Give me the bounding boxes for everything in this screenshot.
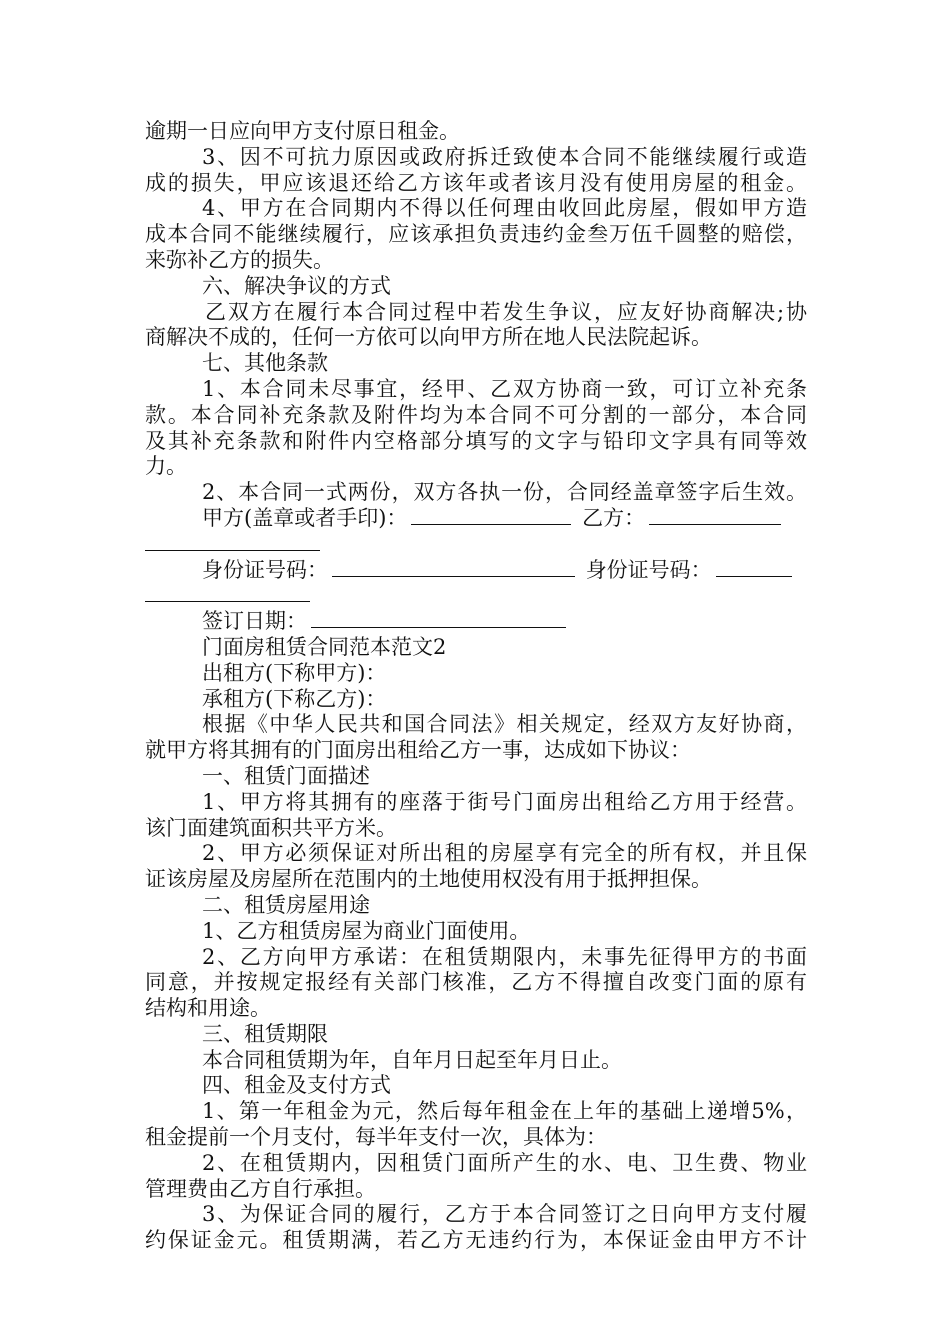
text-line: 2、本合同一式两份，双方各执一份，合同经盖章签字后生效。 <box>202 480 807 505</box>
text-line: 商解决不成的，任何一方依可以向甲方所在地人民法院起诉。 <box>145 325 712 350</box>
text-line: 4、甲方在合同期内不得以任何理由收回此房屋，假如甲方造 <box>202 196 807 221</box>
signature-blank-row <box>145 583 807 609</box>
id-a-blank <box>332 558 575 577</box>
text-line: 成本合同不能继续履行，应该承担负责违约金叁万伍千圆整的赔偿， <box>145 222 807 247</box>
date-blank <box>311 609 566 628</box>
text-line: 该门面建筑面积共平方米。 <box>145 815 397 840</box>
text-line: 及其补充条款和附件内空格部分填写的文字与铅印文字具有同等效 <box>145 428 807 453</box>
id-b-blank-cont <box>145 583 310 602</box>
text-line: 出租方(下称甲方)： <box>202 660 387 685</box>
text-line: 款。本合同补充条款及附件均为本合同不可分割的一部分，本合同 <box>145 402 807 427</box>
text-line: 证该房屋及房屋所在范围内的土地使用权没有用于抵押担保。 <box>145 867 712 892</box>
text-line: 成的损失，甲应该退还给乙方该年或者该月没有使用房屋的租金。 <box>145 170 807 195</box>
text-line: 租金提前一个月支付，每半年支付一次，具体为： <box>145 1125 607 1150</box>
section-heading: 六、解决争议的方式 <box>202 273 391 298</box>
text-line: 逾期一日应向甲方支付原日租金。 <box>145 119 460 143</box>
text-line: 2、在租赁期内，因租赁门面所产生的水、电、卫生费、物业 <box>202 1150 807 1175</box>
text-line: 力。 <box>145 454 187 479</box>
text-line: 约保证金元。租赁期满，若乙方无违约行为，本保证金由甲方不计 <box>145 1228 807 1253</box>
date-label: 签订日期： <box>202 609 307 634</box>
party-b-label: 乙方： <box>582 505 646 530</box>
text-line: 本合同租赁期为年，自年月日起至年月日止。 <box>202 1047 622 1072</box>
text-line: 承租方(下称乙方)： <box>202 686 387 711</box>
document-body <box>145 119 807 1254</box>
text-line: 就甲方将其拥有的门面房出租给乙方一事，达成如下协议： <box>145 738 691 763</box>
party-b-blank-cont <box>145 532 320 551</box>
text-line: 乙双方在履行本合同过程中若发生争议，应友好协商解决;协 <box>205 299 807 324</box>
signature-line-ids <box>145 558 807 584</box>
id-label-b: 身份证号码： <box>585 557 712 582</box>
section-heading: 四、租金及支付方式 <box>202 1073 391 1098</box>
section-heading: 一、租赁门面描述 <box>202 763 370 788</box>
signature-line-date <box>145 609 807 635</box>
party-a-blank <box>411 506 571 525</box>
text-line: 1、乙方租赁房屋为商业门面使用。 <box>202 918 531 943</box>
text-line: 3、因不可抗力原因或政府拆迁致使本合同不能继续履行或造 <box>202 144 807 169</box>
text-line: 1、第一年租金为元，然后每年租金在上年的基础上递增5%， <box>202 1099 807 1124</box>
party-b-blank <box>649 506 781 525</box>
text-line: 1、本合同未尽事宜，经甲、乙双方协商一致，可订立补充条 <box>202 376 807 401</box>
text-line: 结构和用途。 <box>145 996 271 1021</box>
section-heading: 七、其他条款 <box>202 351 328 376</box>
signature-blank-row <box>145 532 807 558</box>
signature-line-parties <box>145 506 807 532</box>
text-line: 同意，并按规定报经有关部门核准，乙方不得擅自改变门面的原有 <box>145 970 807 995</box>
text-line: 管理费由乙方自行承担。 <box>145 1176 376 1201</box>
text-line: 2、乙方向甲方承诺：在租赁期限内，未事先征得甲方的书面 <box>202 944 807 969</box>
text-line: 2、甲方必须保证对所出租的房屋享有完全的所有权，并且保 <box>202 841 807 866</box>
section-heading: 三、租赁期限 <box>202 1021 328 1046</box>
party-a-label: 甲方(盖章或者手印)： <box>202 505 408 530</box>
text-line: 3、为保证合同的履行，乙方于本合同签订之日向甲方支付履 <box>202 1202 807 1227</box>
id-label-a: 身份证号码： <box>202 557 328 582</box>
text-line: 根据《中华人民共和国合同法》相关规定，经双方友好协商， <box>202 712 807 737</box>
section-heading: 二、租赁房屋用途 <box>202 892 370 917</box>
document-subtitle: 门面房租赁合同范本范文2 <box>202 634 447 659</box>
id-b-blank <box>716 558 792 577</box>
text-line: 来弥补乙方的损失。 <box>145 247 334 272</box>
text-line: 1、甲方将其拥有的座落于街号门面房出租给乙方用于经营。 <box>202 789 807 814</box>
